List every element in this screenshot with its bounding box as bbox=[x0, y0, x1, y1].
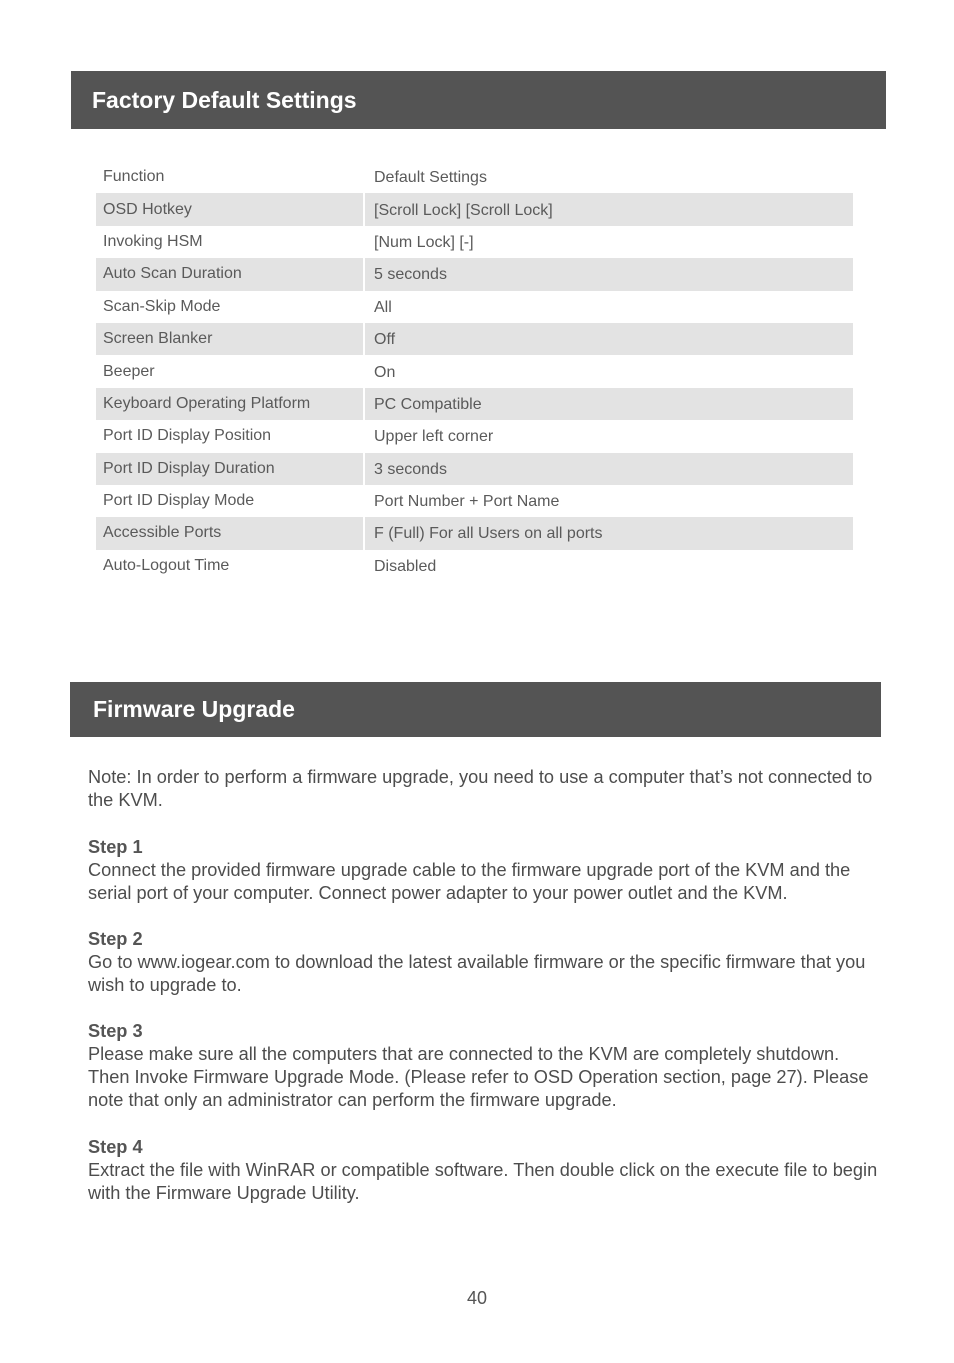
value-cell: Disabled bbox=[374, 557, 437, 575]
step-text: Please make sure all the computers that are connected to the KVM are completely shutdown. Then Invoke Firmware Upgrade Mode. (Please refer to OSD Operation section, page 27). Please note that only an administrator can perform the firmware upgrade. bbox=[88, 1044, 869, 1110]
step-block bbox=[88, 1136, 878, 1205]
page-number: 40 bbox=[466, 1288, 488, 1308]
function-column-header: Function bbox=[103, 168, 165, 186]
function-cell: Screen Blanker bbox=[96, 323, 363, 355]
function-cell: Auto Scan Duration bbox=[96, 258, 363, 290]
firmware-note: Note: In order to perform a firmware upgrade, you need to use a computer that’s not connected to the KVM. bbox=[88, 767, 873, 810]
table-row bbox=[96, 550, 853, 582]
table-row bbox=[96, 420, 853, 452]
value-cell: 3 seconds bbox=[365, 453, 853, 485]
function-cell: Port ID Display Duration bbox=[96, 453, 363, 485]
factory-default-settings-title: Factory Default Settings bbox=[92, 86, 357, 113]
firmware-upgrade-title: Firmware Upgrade bbox=[93, 696, 295, 722]
value-cell: [Num Lock] [-] bbox=[374, 233, 474, 251]
step-text: Connect the provided firmware upgrade cable to the firmware upgrade port of the KVM and the serial port of your computer. Connect power adapter to your power outlet and the KVM. bbox=[88, 860, 851, 903]
table-header-row bbox=[96, 161, 853, 193]
value-cell: All bbox=[374, 298, 392, 316]
function-cell: Port ID Display Mode bbox=[103, 492, 255, 510]
step-title: Step 4 bbox=[88, 1137, 143, 1157]
step-title: Step 3 bbox=[88, 1021, 143, 1041]
table-row bbox=[96, 485, 853, 517]
factory-default-settings-table bbox=[96, 161, 853, 582]
value-cell: On bbox=[374, 363, 396, 381]
value-cell: Port Number + Port Name bbox=[374, 493, 560, 511]
default-settings-column-header: Default Settings bbox=[374, 169, 487, 187]
table-row bbox=[96, 323, 853, 355]
value-cell: Off bbox=[365, 323, 853, 355]
function-cell: OSD Hotkey bbox=[96, 193, 363, 225]
value-cell: Upper left corner bbox=[374, 428, 494, 446]
function-cell: Port ID Display Position bbox=[103, 427, 272, 445]
value-cell: F (Full) For all Users on all ports bbox=[365, 517, 853, 549]
table-row bbox=[96, 226, 853, 258]
table-row bbox=[96, 193, 853, 225]
factory-default-settings-header bbox=[71, 71, 886, 129]
step-text: Extract the file with WinRAR or compatible software. Then double click on the execute file to begin with the Firmware Upgrade Utility. bbox=[88, 1160, 878, 1203]
value-cell: 5 seconds bbox=[365, 258, 853, 290]
step-title: Step 1 bbox=[88, 837, 143, 857]
table-row bbox=[96, 291, 853, 323]
value-cell: [Scroll Lock] [Scroll Lock] bbox=[365, 193, 853, 225]
step-block bbox=[88, 1020, 878, 1112]
function-cell: Scan-Skip Mode bbox=[103, 297, 221, 315]
step-title: Step 2 bbox=[88, 929, 143, 949]
step-block bbox=[88, 928, 878, 997]
step-text: Go to www.iogear.com to download the latest available firmware or the specific firmware that you wish to upgrade to. bbox=[88, 952, 866, 995]
function-cell: Keyboard Operating Platform bbox=[96, 388, 363, 420]
function-cell: Accessible Ports bbox=[96, 517, 363, 549]
step-block bbox=[88, 836, 878, 905]
firmware-upgrade-header bbox=[70, 682, 881, 737]
table-row bbox=[96, 453, 853, 485]
function-cell: Auto-Logout Time bbox=[103, 556, 230, 574]
function-cell: Beeper bbox=[103, 362, 155, 380]
value-cell: PC Compatible bbox=[365, 388, 853, 420]
table-row bbox=[96, 355, 853, 387]
table-row bbox=[96, 517, 853, 549]
table-row bbox=[96, 388, 853, 420]
function-cell: Invoking HSM bbox=[103, 232, 203, 250]
table-row bbox=[96, 258, 853, 290]
